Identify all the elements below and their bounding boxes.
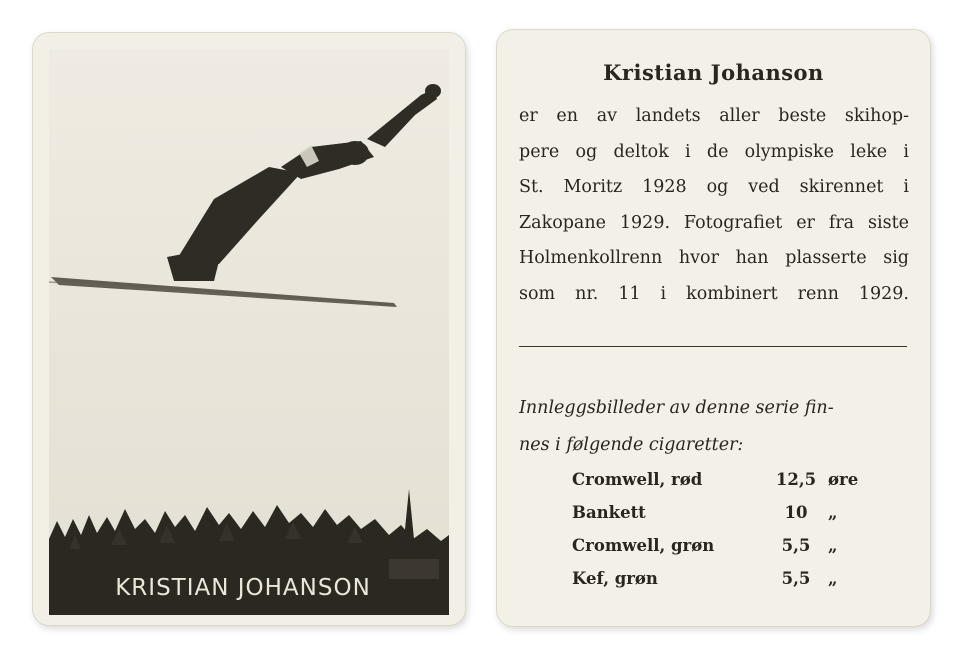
- cigarette-name: Cromwell, grøn: [572, 536, 715, 555]
- biography-text: [519, 99, 909, 312]
- series-line: Innleggsbilleder av denne serie fin-: [519, 398, 834, 418]
- cigarette-price: 12,5: [775, 470, 817, 489]
- card-back: [497, 30, 930, 626]
- biography-line: er en av landets aller beste skihop-: [519, 106, 909, 126]
- biography-line: St. Moritz 1928 og ved skirennet i: [519, 177, 909, 197]
- cigarette-name: Cromwell, rød: [572, 470, 703, 489]
- cigarette-unit: „: [828, 536, 838, 555]
- ski-jump-illustration: [49, 49, 449, 615]
- cigarette-row: [572, 470, 882, 503]
- cigarette-price: 5,5: [781, 536, 811, 555]
- divider-line: [519, 346, 907, 347]
- series-line: nes i følgende cigaretter:: [519, 435, 744, 455]
- biography-line: pere og deltok i de olympiske leke i: [519, 141, 909, 162]
- ski-jumper-photo: [49, 49, 449, 615]
- cigarette-unit: „: [828, 503, 838, 522]
- cigarette-name: Bankett: [572, 503, 646, 522]
- front-player-name: KRISTIAN JOHANSON: [115, 575, 371, 601]
- biography-line: Zakopane 1929. Fotografiet er fra siste: [519, 212, 909, 233]
- biography-line: Holmenkollrenn hvor han plasserte sig: [519, 248, 909, 268]
- cigarette-row: [572, 569, 882, 602]
- biography-line: som nr. 11 i kombinert renn 1929.: [519, 283, 909, 304]
- cigarette-price: 10: [784, 503, 808, 522]
- card-front: [33, 33, 465, 625]
- cigarette-unit: øre: [828, 470, 859, 489]
- cigarette-price-list: [572, 470, 882, 602]
- cigarette-price: 5,5: [781, 569, 811, 588]
- cigarette-row: [572, 536, 882, 569]
- cigarette-name: Kef, grøn: [572, 569, 658, 588]
- cigarette-row: [572, 503, 882, 536]
- series-note: [519, 390, 911, 464]
- back-title: Kristian Johanson: [603, 60, 824, 85]
- cigarette-unit: „: [828, 569, 838, 588]
